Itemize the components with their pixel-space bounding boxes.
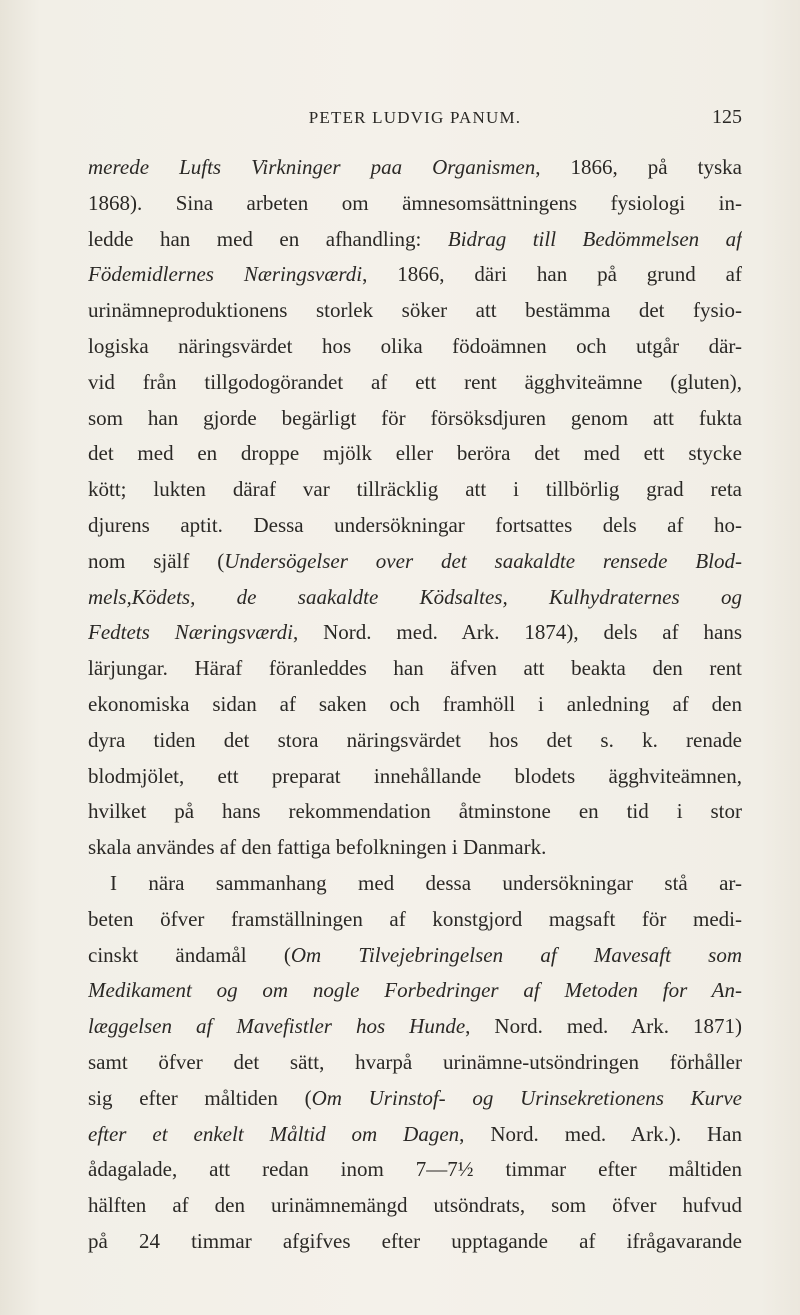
text-segment: samt öfver det sätt, hvarpå urinämne-utsöndringen förhåller xyxy=(88,1049,742,1074)
text-line xyxy=(88,508,742,544)
italic-title-segment: læggelsen af Mavefistler hos Hunde xyxy=(88,1014,466,1039)
text-segment: blodmjölet, ett preparat innehållande blodets ägghviteämnen, xyxy=(88,763,742,788)
italic-title-segment: efter et enkelt Måltid om Dagen xyxy=(88,1121,460,1146)
italic-title-segment: Undersögelser over det saakaldte rensede Blod- xyxy=(224,548,742,573)
text-segment: som han gjorde begärligt för försöksdjuren genom att fukta xyxy=(88,405,742,430)
text-line xyxy=(88,866,742,902)
page-number: 125 xyxy=(712,106,742,128)
text-segment: urinämneproduktionens storlek söker att bestämma det fysio- xyxy=(88,298,742,323)
text-line xyxy=(88,615,742,651)
text-line xyxy=(88,1009,742,1045)
text-line xyxy=(88,580,742,616)
text-segment: , 1866, på tyska xyxy=(535,155,742,179)
text-segment: kött; lukten däraf var tillräcklig att i tillbörlig grad reta xyxy=(88,477,742,502)
text-line xyxy=(88,436,742,472)
text-segment: , 1866, däri han på grund af xyxy=(362,262,742,287)
text-segment: ekonomiska sidan af saken och framhöll i anledning af den xyxy=(88,691,742,716)
text-segment: ledde han med en afhandling: xyxy=(88,226,448,251)
text-segment: I nära sammanhang med dessa undersökningar stå ar- xyxy=(110,870,742,895)
text-segment: , Nord. med. Ark.). Han xyxy=(459,1121,742,1146)
running-head: PETER LUDVIG PANUM. xyxy=(308,108,522,127)
text-line xyxy=(88,544,742,580)
text-segment: dyra tiden det stora näringsvärdet hos det s. k. renade xyxy=(88,727,742,752)
text-segment: hvilket på hans rekommendation åtminstone en tid i stor xyxy=(88,799,742,824)
text-line xyxy=(88,723,742,759)
text-line xyxy=(88,973,742,1009)
text-segment: nom själf ( xyxy=(88,548,225,573)
text-segment: hälften af den urinämnemängd utsöndrats, som öfver hufvud xyxy=(88,1193,742,1218)
text-line xyxy=(88,1045,742,1081)
text-segment: skala användes af den fattiga befolkningen i Danmark. xyxy=(88,835,547,860)
text-line xyxy=(88,830,742,866)
italic-title-segment: Fedtets Næringsværdi xyxy=(88,620,293,645)
italic-title-segment: Om Tilvejebringelsen af Mavesaft som xyxy=(290,942,742,967)
italic-title-segment: Medikament og om nogle Forbedringer af Metoden for An- xyxy=(88,978,742,1003)
italic-title-segment: mels,Ködets, de saakaldte Ködsaltes, Kulhydraternes og xyxy=(88,584,742,609)
text-line xyxy=(88,687,742,723)
text-line xyxy=(88,938,742,974)
text-line xyxy=(88,186,742,222)
text-line xyxy=(88,1224,742,1260)
text-line xyxy=(88,293,742,329)
text-segment: djurens aptit. Dessa undersökningar fortsattes dels af ho- xyxy=(88,512,742,537)
italic-title-segment: merede Lufts Virkninger paa Organismen xyxy=(88,155,536,179)
text-segment: , Nord. med. Ark. 1871) xyxy=(465,1014,742,1039)
text-segment: på 24 timmar afgifves efter upptagande af ifrågavarande xyxy=(88,1228,742,1253)
text-line xyxy=(88,1117,742,1153)
text-segment: lärjungar. Häraf föranleddes han äfven att beakta den rent xyxy=(88,656,742,681)
text-line xyxy=(88,1152,742,1188)
text-segment: ådagalade, att redan inom 7—7½ timmar efter måltiden xyxy=(88,1157,742,1182)
text-segment: det med en droppe mjölk eller beröra det med ett stycke xyxy=(88,441,742,466)
text-segment: , Nord. med. Ark. 1874), dels af hans xyxy=(292,620,742,645)
text-line xyxy=(88,1081,742,1117)
text-line xyxy=(88,257,742,293)
italic-title-segment: Om Urinstof- og Urinsekretionens Kurve xyxy=(311,1085,742,1110)
italic-title-segment: Födemidlernes Næringsværdi xyxy=(88,262,363,287)
text-segment: logiska näringsvärdet hos olika födoämnen och utgår där- xyxy=(88,333,742,358)
text-line xyxy=(88,902,742,938)
text-segment: beten öfver framställningen af konstgjord magsaft för medi- xyxy=(88,906,742,931)
text-segment: sig efter måltiden ( xyxy=(88,1085,312,1110)
text-line xyxy=(88,1188,742,1224)
text-segment: 1868). Sina arbeten om ämnesomsättningens fysiologi in- xyxy=(88,190,742,215)
text-line xyxy=(88,472,742,508)
text-line xyxy=(88,150,742,186)
italic-title-segment: Bidrag till Bedömmelsen af xyxy=(447,226,742,251)
text-line xyxy=(88,222,742,258)
body-text xyxy=(88,150,742,1260)
page-header xyxy=(88,108,742,132)
text-line xyxy=(88,651,742,687)
text-segment: cinskt ändamål ( xyxy=(88,942,291,967)
text-segment: vid från tillgodogörandet af ett rent ägghviteämne (gluten), xyxy=(88,369,742,394)
text-line xyxy=(88,794,742,830)
text-line xyxy=(88,365,742,401)
text-line xyxy=(88,759,742,795)
text-line xyxy=(88,401,742,437)
text-line xyxy=(88,329,742,365)
